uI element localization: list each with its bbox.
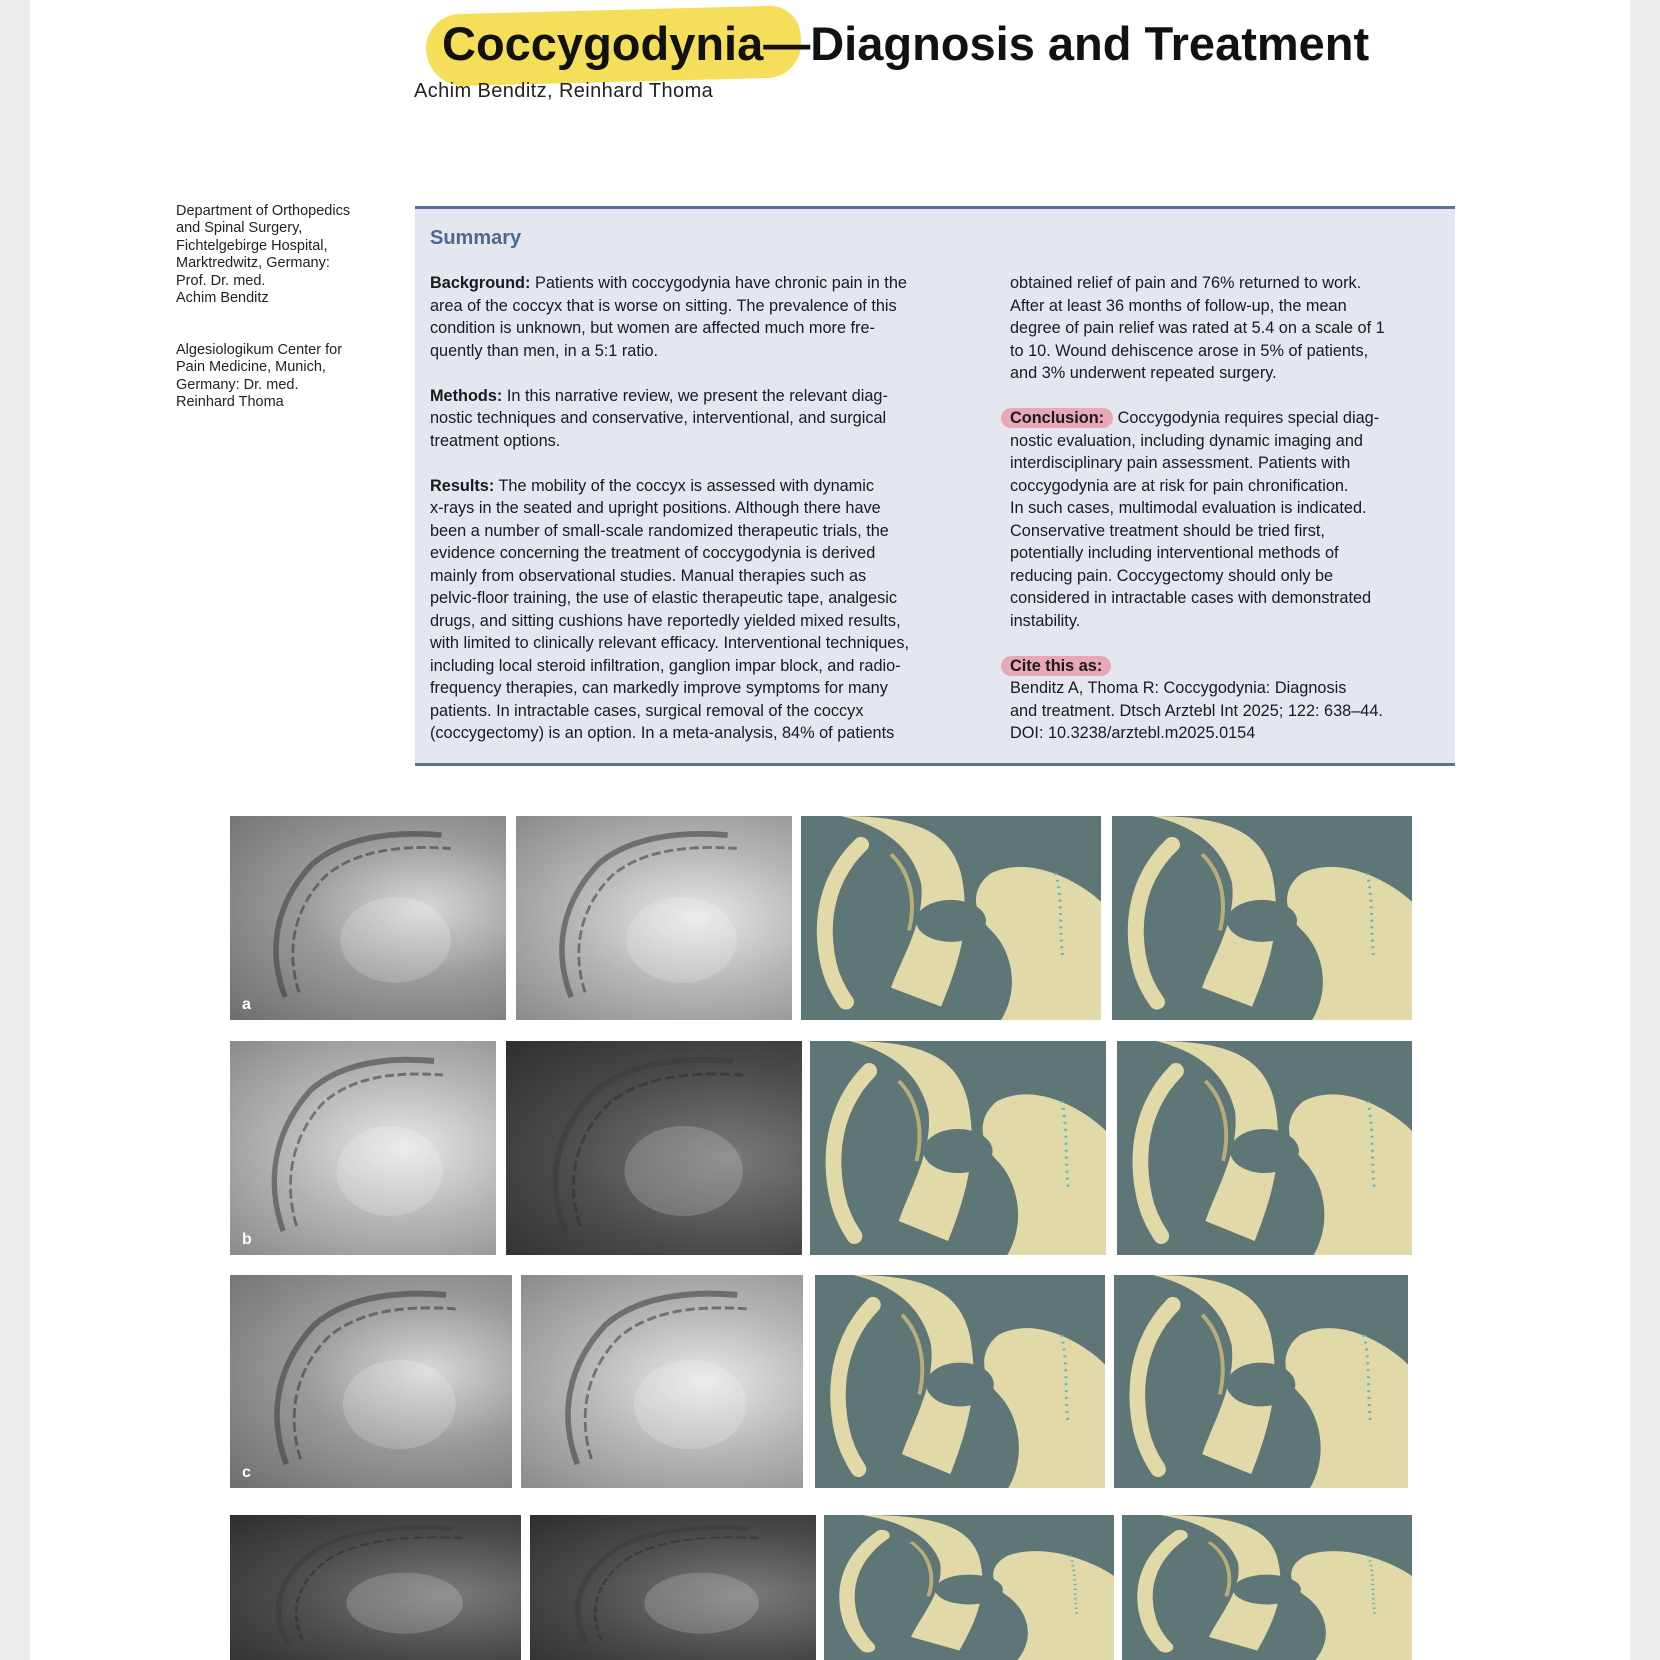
bone-shape (984, 1328, 1105, 1488)
pelvis-drawing (815, 1275, 1105, 1488)
pelvis-drawing (801, 816, 1101, 1020)
results-line: pelvic-floor training, the use of elastic therapeutic tape, analgesic (430, 589, 897, 607)
xray-shadow (644, 1573, 758, 1634)
results-paragraph (430, 475, 970, 745)
conclusion-line: instability. (1010, 611, 1081, 630)
xray-drawing (521, 1275, 803, 1488)
summary-column-left (430, 272, 970, 767)
affiliation-line: Germany: Dr. med. (176, 376, 299, 393)
methods-line: In this narrative review, we present the relevant diag- (506, 386, 888, 405)
xray-shadow (343, 1360, 456, 1450)
results-line: including local steroid infiltration, ganglion impar block, and radio- (430, 656, 901, 675)
panel-label: b (242, 1231, 252, 1248)
background-paragraph (430, 272, 970, 362)
conclusion-line: In such cases, multimodal evaluation is indicated. (1010, 499, 1367, 517)
results-line: evidence concerning the treatment of coccygodynia is derived (430, 544, 876, 562)
anatomy-illustration (1112, 816, 1412, 1020)
results-label: Results: (430, 476, 495, 495)
bone-shape (1137, 1305, 1173, 1469)
bone-shape (1136, 845, 1172, 1002)
bone-shape (899, 1081, 920, 1161)
bone-shape (838, 1305, 873, 1469)
anatomy-illustration (810, 1041, 1106, 1255)
xray-image (230, 1275, 512, 1488)
conclusion-line: interdisciplinary pain assessment. Patients with (1010, 454, 1351, 472)
xray-shadow (626, 897, 736, 983)
results-line: mainly from observational studies. Manual therapies such as (430, 566, 867, 585)
xray-image (521, 1275, 803, 1488)
xray-drawing (516, 816, 792, 1020)
conclusion-line: Coccygodynia requires special diag- (1117, 409, 1380, 427)
bone-shape (916, 900, 986, 942)
affiliation-line: Prof. Dr. med. (176, 272, 266, 289)
cite-paragraph (1010, 655, 1440, 745)
anatomy-illustration (815, 1275, 1105, 1488)
pelvis-drawing (810, 1041, 1106, 1255)
results-line: to 10. Wound dehiscence arose in 5% of patients, (1010, 341, 1369, 360)
results-line: (coccygectomy) is an option. In a meta-analysis, 84% of patients (430, 724, 895, 742)
affiliation-1 (176, 203, 386, 307)
results-line: frequency therapies, can markedly improve symptoms for many (430, 679, 888, 697)
bone-shape (825, 845, 861, 1002)
conclusion-line: coccygodynia are at risk for pain chronification. (1010, 476, 1349, 495)
article-title: Coccygodynia—Diagnosis and Treatment (442, 17, 1370, 70)
bone-shape (1206, 1081, 1227, 1161)
panel-label: c (242, 1464, 251, 1481)
results-line: degree of pain relief was rated at 5.4 on a scale of 1 (1010, 319, 1385, 337)
methods-line: treatment options. (430, 431, 561, 450)
bone-shape (1202, 1315, 1223, 1395)
page (30, 0, 1630, 1660)
summary-heading: Summary (430, 227, 522, 249)
bone-shape (1230, 1129, 1299, 1173)
affiliation-line: Fichtelgebirge Hospital, (176, 237, 328, 254)
anatomy-illustration (824, 1515, 1114, 1660)
conclusion-line: reducing pain. Coccygectomy should only be (1010, 566, 1334, 585)
pelvis-drawing (824, 1515, 1114, 1660)
results-line: obtained relief of pain and 76% returned to work. (1010, 274, 1362, 292)
results-line: The mobility of the coccyx is assessed with dynamic (498, 476, 875, 495)
bone-shape (847, 1535, 882, 1647)
xray-image (230, 816, 506, 1020)
conclusion-paragraph (1010, 407, 1440, 632)
xray-shadow (346, 1573, 462, 1634)
cite-line: and treatment. Dtsch Arztebl Int 2025; 122: 638–44. (1010, 701, 1383, 720)
bone-shape (833, 1071, 869, 1236)
bone-shape (902, 1315, 922, 1395)
xray-image (230, 1041, 496, 1255)
pelvis-drawing (1117, 1041, 1412, 1255)
methods-label: Methods: (430, 386, 503, 405)
cite-line: DOI: 10.3238/arztebl.m2025.0154 (1010, 724, 1256, 742)
xray-image (230, 1515, 521, 1660)
background-label: Background: (430, 274, 531, 292)
results-line: been a number of small-scale randomized therapeutic trials, the (430, 521, 889, 540)
pelvis-drawing (1114, 1275, 1408, 1488)
xray-drawing (230, 816, 506, 1020)
affiliation-line: Reinhard Thoma (176, 394, 284, 411)
xray-drawing (530, 1515, 816, 1660)
bone-shape (1287, 867, 1412, 1020)
conclusion-line: nostic evaluation, including dynamic imaging and (1010, 431, 1363, 450)
affiliation-line: Algesiologikum Center for (176, 342, 343, 358)
bone-shape (935, 1575, 1003, 1605)
results-line: and 3% underwent repeated surgery. (1010, 364, 1277, 382)
affiliation-line: Department of Orthopedics (176, 203, 351, 219)
xray-shadow (340, 897, 450, 983)
figure-grid (230, 816, 1430, 1660)
background-line: Patients with coccygodynia have chronic pain in the (534, 274, 907, 292)
affiliation-line: Achim Benditz (176, 290, 269, 307)
bone-shape (976, 867, 1101, 1020)
pelvis-drawing (1112, 816, 1412, 1020)
bone-shape (983, 1094, 1106, 1255)
anatomy-illustration (801, 816, 1101, 1020)
xray-image (530, 1515, 816, 1660)
methods-paragraph (430, 385, 970, 453)
bone-shape (1202, 854, 1223, 930)
bone-shape (1140, 1071, 1176, 1236)
conclusion-line: Conservative treatment should be tried first, (1010, 521, 1325, 540)
bone-shape (1291, 1551, 1412, 1660)
bone-shape (1286, 1328, 1409, 1488)
affiliation-2 (176, 342, 386, 412)
xray-image (516, 816, 792, 1020)
xray-drawing (230, 1515, 521, 1660)
anatomy-illustration (1114, 1275, 1408, 1488)
conclusion-line: potentially including interventional methods of (1010, 544, 1339, 562)
xray-image (506, 1041, 802, 1255)
conclusion-line: considered in intractable cases with demonstrated (1010, 589, 1372, 607)
bone-shape (891, 854, 912, 930)
background-line: quently than men, in a 5:1 ratio. (430, 341, 659, 360)
bone-shape (1227, 900, 1297, 942)
bone-shape (1227, 1363, 1296, 1407)
background-line: condition is unknown, but women are affected much more fre- (430, 319, 875, 337)
methods-line: nostic techniques and conservative, interventional, and surgical (430, 409, 887, 427)
xray-shadow (624, 1126, 742, 1216)
bone-shape (1233, 1575, 1301, 1605)
xray-shadow (336, 1126, 442, 1216)
results-line: patients. In intractable cases, surgical removal of the coccyx (430, 701, 864, 720)
results-line: x-rays in the seated and upright positions. Although there have (430, 499, 881, 517)
conclusion-label: Conclusion: (1001, 408, 1113, 428)
anatomy-illustration (1122, 1515, 1412, 1660)
anatomy-illustration (1117, 1041, 1412, 1255)
pelvis-drawing (1122, 1515, 1412, 1660)
cite-line: Benditz A, Thoma R: Coccygodynia: Diagnosis (1010, 679, 1347, 697)
results-line: with limited to clinically relevant efficacy. Interventional techniques, (430, 634, 910, 652)
xray-drawing (506, 1041, 802, 1255)
bone-shape (1289, 1094, 1412, 1255)
affiliation-line: Pain Medicine, Munich, (176, 359, 326, 376)
panel-label: a (242, 996, 251, 1013)
results-continued-paragraph (1010, 272, 1440, 385)
summary-column-right (1010, 272, 1440, 767)
authors: Achim Benditz, Reinhard Thoma (414, 80, 714, 102)
background-line: area of the coccyx that is worse on sitting. The prevalence of this (430, 296, 897, 315)
title-block (410, 8, 1369, 78)
bone-shape (1145, 1535, 1180, 1647)
xray-drawing (230, 1275, 512, 1488)
results-line: After at least 36 months of follow-up, the mean (1010, 296, 1347, 315)
bone-shape (911, 1542, 931, 1596)
cite-label: Cite this as: (1001, 656, 1111, 676)
affiliation-line: and Spinal Surgery, (176, 220, 303, 237)
bone-shape (1209, 1542, 1229, 1596)
bone-shape (923, 1129, 992, 1173)
xray-shadow (634, 1360, 747, 1450)
affiliation-line: Marktredwitz, Germany: (176, 255, 330, 272)
bone-shape (993, 1551, 1114, 1660)
bone-shape (926, 1363, 994, 1407)
results-line: drugs, and sitting cushions have reportedly yielded mixed results, (430, 611, 901, 630)
xray-drawing (230, 1041, 496, 1255)
summary-box (415, 206, 1455, 766)
